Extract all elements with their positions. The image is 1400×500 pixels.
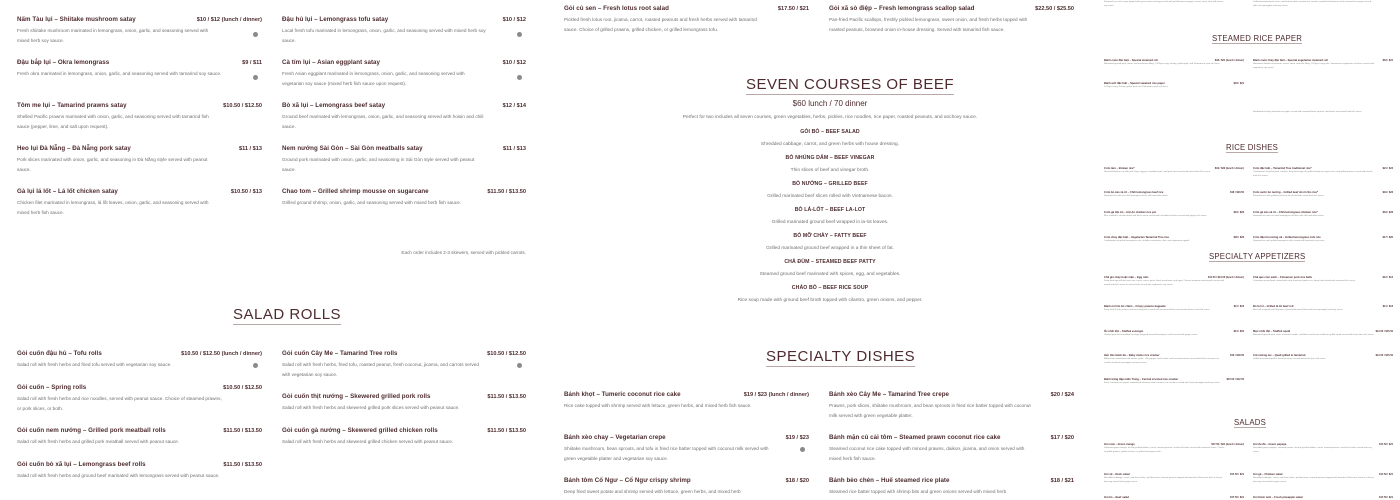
- item-description: Grilled ground shrimp, onion, garlic, and seasoning served with mixed herb fish sauce.: [282, 200, 461, 205]
- thumb-item-name: Cơm bò xào xả ớt – Chili lemongrass beef rice: [1104, 191, 1164, 194]
- thumb-item-price: $17 / $20: [1382, 236, 1393, 239]
- item-name: Cà tím lụi – Asian eggplant satay: [282, 59, 381, 66]
- thumb-item: [1253, 0, 1393, 8]
- item-name: Bánh bèo chén – Huế steamed rice plate: [829, 477, 950, 484]
- item-price: $11.50 / $13.50: [487, 189, 526, 195]
- thumb-item-price: $17.50 / $21: [1379, 443, 1393, 446]
- menu-item: [829, 5, 1074, 34]
- thumb-item-desc: Steamed rice with stir fried lemongrass chicken with chili and white onion.: [1253, 215, 1325, 218]
- item-name: Gỏi cuốn nem nướng – Grilled pork meatball rolls: [17, 427, 166, 434]
- menu-item: [282, 145, 526, 188]
- thumb-item-price: $17.50 / $21: [1379, 496, 1393, 499]
- course-title: BÒ NHÚNG DẤM – BEEF VINEGAR: [785, 155, 875, 161]
- menu-item: [282, 393, 526, 427]
- thumb-item: [1104, 443, 1244, 454]
- seven-courses-intro: Perfect for two includes all seven courses, green vegetables, herbs, pickles, rice noodles, rice paper, roasted peanuts, and anchovy sauce.: [682, 115, 978, 120]
- item-description: Pan-fried Pacific scallops, freshly pickled lemongrass, sweet onion, and fresh herbs topped with roasted peanuts, browned onion in-house dressing. Served with tamarind fish sauce.: [829, 17, 1028, 32]
- thumb-item-price: $16 / $18.50: [1230, 354, 1244, 357]
- menu-item: [17, 188, 262, 231]
- thumb-item: [1253, 354, 1393, 362]
- item-description: Steamed rice batter topped with shrimp bits and green onions served with mixed herb: [829, 489, 1007, 494]
- thumb-item-price: $12.50 / $15.50: [1375, 354, 1393, 357]
- thumb-item-price: $17.50 / $21: [1230, 473, 1244, 476]
- thumb-item-desc: Fresh steamed rice paper sandwiched between white sesame rice crackers served with fresh pineapple anchovy sauce.: [1104, 382, 1220, 385]
- thumb-title-salads: SALADS: [1234, 418, 1266, 427]
- course-description: Steamed ground beef marinated with spices, egg, and vegetables.: [759, 272, 901, 277]
- thumb-item-price: $12.50 / $15.50: [1375, 330, 1393, 333]
- thumb-item-price: $19 / $23 (lunch / dinner): [1214, 167, 1244, 170]
- course-description: Grilled marinated beef slices rolled with Vietnamese bacon.: [767, 194, 893, 199]
- thumb-item-desc: Cổ Ngư crispy shrimp, grilled pork and Vietnamese pork roll slices.: [1104, 86, 1169, 89]
- item-price: $10 / $12: [502, 60, 526, 66]
- vegetarian-icon: [253, 363, 258, 368]
- item-price: $11.50 / $13.50: [487, 394, 526, 400]
- vegetarian-icon: [517, 363, 522, 368]
- item-name: Chao tom – Grilled shrimp mousse on sugarcane: [282, 188, 429, 195]
- thumb-item-price: $20 / $23: [1233, 236, 1244, 239]
- item-name: Gỏi cuốn – Spring rolls: [17, 384, 87, 391]
- item-price: $20 / $24: [1050, 392, 1074, 398]
- salad-rolls-left-column: [17, 350, 262, 500]
- thumb-item-price: $19 / $23: [1382, 191, 1393, 194]
- item-name: Gà lụi lá lốt – Lá lốt chicken satay: [17, 188, 118, 195]
- item-name: Gỏi cuốn bò xã lụi – Lemongrass beef rolls: [17, 461, 146, 468]
- course-title: CHẢ ĐÙM – STEAMED BEEF PATTY: [784, 259, 876, 265]
- thumb-item-price: $17.50 / $21: [1379, 473, 1393, 476]
- thumb-item: [1104, 236, 1244, 244]
- item-description: Fresh Asian eggplant marinated in lemongrass, onion, garlic, and seasoning served with vegetarian soy sauce (mixed herb fish sauce upon request).: [282, 71, 465, 86]
- specialty-left-column: [564, 391, 809, 500]
- item-name: Đậu hủ lụi – Lemongrass tofu satay: [282, 16, 389, 23]
- thumb-title-specialty-appetizers: SPECIALTY APPETIZERS: [1209, 252, 1306, 261]
- course-title: CHÁO BÒ – BEEF RICE SOUP: [791, 285, 869, 291]
- thumb-item-desc: Shredded cabbage, carrot, and fresh herbs, pickled onion, roasted peanuts topped with boneless Rotisserie duck in house dressing served with ginger sauce.: [1104, 477, 1223, 483]
- item-name: Tôm me lụi – Tamarind prawns satay: [17, 102, 127, 109]
- thumb-item-price: $18 / $21: [1382, 59, 1393, 62]
- thumb-item: [1253, 443, 1393, 454]
- thumb-item-name: Cơm gà Hội An – Hội An chicken rice pot: [1104, 211, 1157, 214]
- item-description: Fresh okra marinated in lemongrass, onion, garlic, and seasoning served with tamarind soy sauce.: [17, 71, 222, 76]
- section-title-seven-courses: SEVEN COURSES OF BEEF: [746, 76, 955, 93]
- thumb-item-desc: Grilled marinated quail in tamarind sauce served with fresh lime chili sauce.: [1253, 358, 1326, 361]
- menu-item: [282, 59, 526, 102]
- thumb-item-desc: Baby clams marinated with onions, garlic, chili pepper, fresh herbs, and roasted peanuts served with black sesame rice cracker and fresh pineapple anchovy sauce.: [1104, 358, 1220, 364]
- item-name: Gỏi cuốn thịt nướng – Skewered grilled pork rolls: [282, 393, 431, 400]
- item-description: Salad roll with fresh herbs and skewered grilled chicken served with peanut sauce.: [282, 439, 454, 444]
- section-title-salad-rolls: SALAD ROLLS: [233, 306, 342, 323]
- item-name: Bò xã lụi – Lemongrass beef satay: [282, 102, 386, 109]
- item-name: Gỏi cuốn gà nướng – Skewered grilled chicken rolls: [282, 427, 438, 434]
- course-title: BÒ MỠ CHÀY – FATTY BEEF: [793, 233, 867, 239]
- menu-item: [17, 350, 262, 384]
- satay-left-column: [17, 16, 262, 231]
- seven-courses-price: $60 lunch / 70 dinner: [792, 99, 868, 108]
- salad-scallop: [829, 5, 1074, 34]
- thumb-item-name: Gỏi đu đủ – Green papaya: [1253, 443, 1287, 446]
- item-name: Nấm Tàu lụi – Shiitake mushroom satay: [17, 16, 136, 23]
- course-description: Rice soup made with ground beef broth topped with cilantro, green onions, and pepper.: [737, 298, 923, 303]
- item-description: Fresh shiitake mushroom marinated in lemongrass, onion, garlic, and seasoning served with mixed herb soy sauce.: [17, 28, 209, 43]
- thumb-item-desc: Grilled marinated pork slices and broken white sesame rice cracker sandwiched between fresh steamed rice paper served with fresh pineapple anchovy sauce.: [1253, 1, 1372, 7]
- item-description: Salad roll with fresh herbs and grilled pork meatball served with peanut sauce.: [17, 439, 180, 444]
- vegetarian-icon: [800, 447, 805, 452]
- thumb-item: [1104, 354, 1244, 365]
- thumb-item-desc: Julienned green mango, freshly pickled daikon, carrot, roasted peanuts, and fresh herbs served with tamarind sauce. Choice of grilled prawns, grilled chicken, or grilled lemongrass tofu.: [1104, 447, 1225, 453]
- item-name: Bánh xèo chay – Vegetarian crepe: [564, 434, 666, 441]
- item-description: Prawns, pork slices, shiitake mushroom, and bean sprouts in fried rice batter topped with coconut milk served with green vegetable platter.: [829, 403, 1031, 418]
- item-price: $10.50 / $12.50: [487, 351, 526, 357]
- thumb-item-price: $19 / $23: [1382, 211, 1393, 214]
- thumb-item: [1104, 59, 1244, 67]
- course-description: Shredded cabbage, carrot, and green herbs with house dressing.: [760, 142, 900, 147]
- menu-item: [282, 188, 526, 231]
- thumb-item-price: $19 / $23: [1233, 211, 1244, 214]
- item-price: $22.50 / $25.50: [1035, 6, 1074, 12]
- item-price: $10.50 / $13: [230, 189, 262, 195]
- thumb-item-name: Cơm chay đặc biệt – Vegetarian Tamarind Tree rice: [1104, 236, 1170, 239]
- thumb-item-desc: Steamed rice with grilled lemongrass tofu served with tamarind soy sauce.: [1253, 240, 1325, 243]
- thumb-item-price: $21 / $24: [1382, 167, 1393, 170]
- vegetarian-icon: [253, 32, 258, 37]
- menu-item: [17, 145, 262, 188]
- menu-item: [829, 477, 1074, 500]
- item-price: $18 / $21: [1050, 478, 1074, 484]
- thumb-item: [1104, 0, 1244, 8]
- item-description: Chicken filet marinated in lemongrass, lá lốt leaves, onion, garlic, and seasoning served with mixed herb fish sauce.: [17, 200, 209, 215]
- item-price: $10.50 / $12.50: [223, 385, 262, 391]
- course-title: GỎI BÒ – BEEF SALAD: [800, 129, 860, 135]
- item-description: Pork slices marinated with onion, garlic, and seasoning in Đà Nẵng style served with peanut sauce.: [17, 157, 208, 172]
- specialty-right-column: [829, 391, 1074, 500]
- thumb-note: Handmade freshly steamed rice paper served with steamed bean sprouts, fried basil, and mixed herb fish sauce.: [1253, 111, 1362, 113]
- item-name: Bánh xèo Cây Me – Tamarind Tree crepe: [829, 391, 950, 398]
- item-description: Rice cake topped with shrimp served with lettuce, green herbs, and mixed herb fish sauce.: [564, 403, 752, 408]
- item-price: $11.50 / $13.50: [223, 462, 262, 468]
- course-title: BÒ NƯỚNG – GRILLED BEEF: [792, 181, 868, 187]
- thumb-item-price: $17.50 / $21 (lunch / dinner): [1211, 443, 1244, 446]
- thumb-item-name: Mực nhồi thịt – Stuffed squid: [1253, 330, 1291, 333]
- thumb-item-name: Gỏi gà – Chicken salad: [1253, 473, 1283, 476]
- thumb-item: [1253, 496, 1393, 499]
- course-description: Grilled marinated ground beef wrapped in a thin sheet of fat.: [766, 246, 894, 251]
- thumb-item: [1253, 276, 1393, 284]
- item-price: $12 / $14: [502, 103, 526, 109]
- thumb-item-price: $14 / $16: [1233, 330, 1244, 333]
- thumb-item: [1104, 211, 1244, 219]
- item-price: $11.50 / $13.50: [223, 428, 262, 434]
- vegetarian-icon: [517, 32, 522, 37]
- thumb-item-desc: Shredded green papaya, steamed prawns, freshly pickled daikon, carrot, roasted peanuts, and fresh herbs served with soy sauce.: [1253, 447, 1372, 453]
- thumb-item-name: Bánh tráng đập miền Trung – Central crushed rice cracker: [1104, 378, 1179, 381]
- item-price: $17.50 / $21: [777, 6, 809, 12]
- item-name: Gỏi cuốn Cây Me – Tamarind Tree rolls: [282, 350, 398, 357]
- item-name: Gỏi củ sen – Fresh lotus root salad: [564, 5, 669, 12]
- salad-lotus-root: [564, 5, 809, 34]
- thumb-item-name: Cút nướng me – Quail grilled in tamarind: [1253, 354, 1306, 357]
- thumb-item-name: Gỏi bò – Beef salad: [1104, 496, 1129, 499]
- item-price: $10.50 / $12.50: [223, 103, 262, 109]
- thumb-item-desc: Combination of grilled lemongrass tofu, shiitake mushroom, okra, and vegetarian eggroll.: [1104, 240, 1190, 243]
- item-price: $9 / $11: [242, 60, 262, 66]
- thumb-item-name: Gỏi thơm tươi – Fresh pineapple salad: [1253, 496, 1303, 499]
- thumb-item-desc: Deep fried Pacific prawns and fresh baguette coated with seasoned butter served with lettuce and chili sauce.: [1104, 309, 1211, 312]
- thumb-item-price: $12 / $14: [1382, 276, 1393, 279]
- thumb-item: [1104, 191, 1244, 199]
- thumb-item: [1104, 82, 1244, 90]
- menu-item: [829, 434, 1074, 477]
- thumb-item: [1104, 305, 1244, 313]
- item-price: $10.50 / $12.50 (lunch / dinner): [181, 351, 262, 357]
- salad-rolls-right-column: [282, 350, 526, 461]
- thumb-item-desc: Steamed rice cake crepe topped with green onion and egg served with pickled green papaya, carrot, and a slice with house soy sauce.: [1104, 1, 1224, 7]
- item-description: Salad roll with fresh herbs and ground beef marinated with lemongrass served with peanut sauce.: [17, 473, 220, 478]
- satay-right-column: [282, 16, 526, 231]
- thumb-item-desc: Marinated ground pork, onion, and mushroom filling, Cổ Ngư crispy shrimp, grilled pork, and Vietnamese pork roll slices.: [1104, 63, 1221, 66]
- item-description: Steamed coconut rice cake topped with minced prawns, daikon, jicama, and onion served with mixed herb fish sauce.: [829, 446, 1025, 461]
- item-name: Đậu bắp lụi – Okra lemongrass: [17, 59, 110, 66]
- item-description: Salad roll with fresh herbs and fried tofu served with vegetarian soy sauce.: [17, 362, 172, 367]
- thumb-item-name: Cơm tấm – Broken rice*: [1104, 167, 1135, 170]
- item-name: Nem nướng Sài Gòn – Sài Gòn meatballs satay: [282, 145, 423, 152]
- menu-item: [17, 427, 262, 461]
- menu-item: [564, 5, 809, 34]
- thumb-item-name: Hến Xúc bánh đa – Baby clams rice cracker: [1104, 354, 1160, 357]
- thumb-item: [1253, 236, 1393, 244]
- thumb-item-name: Bò lá lốt – Grilled lá lốt beef roll: [1253, 305, 1294, 308]
- thumb-item: [1104, 473, 1244, 484]
- menu-item: [282, 427, 526, 461]
- thumb-item-desc: Deep fried egg roll with taro root, carrot, onion, garlic, black mushroom, and eggs. Choose between minced pork served with mixed herb fish sauce or minced tofu served with vegetarian soy sauce.: [1104, 280, 1225, 286]
- thumb-item-desc: Marinated shiitake mushroom, carrot, onion, and tofu filling, Cổ Ngư crispy tofu, Vietnamese vegetarian roll slices served with vegetarian soy sauce.: [1253, 63, 1375, 69]
- item-price: $11 / $13: [238, 146, 262, 152]
- thumb-item-name: Cơm gà xào xả ớt – Chili lemongrass chicken rice*: [1253, 211, 1318, 214]
- thumb-item-price: $18 / $20.50: [1230, 191, 1244, 194]
- item-description: Pickled fresh lotus root, jicama, carrot, roasted peanuts and fresh herbs served with tamarind sauce. Choice of grilled prawns, grilled chicken, or grilled lemongrass tofu.: [564, 17, 757, 32]
- item-price: $11 / $13: [502, 146, 526, 152]
- item-price: $19 / $23 (lunch / dinner): [743, 392, 809, 398]
- menu-item: [17, 59, 262, 102]
- thumb-item-price: $11 / $13: [1233, 305, 1244, 308]
- menu-item: [564, 391, 809, 434]
- thumb-item: [1253, 167, 1393, 178]
- thumb-item-name: Bánh ướt đặc biệt – Special steamed rice paper: [1104, 82, 1165, 85]
- thumb-item-desc: Combination of grilled pork, chicken, deep fried egg roll, grilled shrimp on sugar cane, and grilled prawns served with mixed herb fish sauce.: [1253, 171, 1373, 177]
- course-description: Grilled marinated ground beef wrapped in la-lot leaves.: [771, 220, 889, 225]
- menu-item: [829, 391, 1074, 434]
- satay-note: Each order includes 2-3 skewers, served with pickled carrots.: [401, 250, 526, 255]
- item-description: Salad roll with fresh herbs, fried tofu, roasted peanut, fresh coconut, jicama, and carrots served with vegetarian soy sauce.: [282, 362, 479, 377]
- menu-thumbnail-column: [1095, 0, 1400, 500]
- thumb-item-price: $10.50 / $12.50: [1226, 378, 1244, 381]
- thumb-item-desc: Marinated ground pork, clear vermicelli noodle, and black mushroom stuffed in grilled squid served with fresh lime chili sauce.: [1253, 334, 1375, 337]
- item-description: Ground pork marinated with onion, garlic, and seasoning in Sài Gòn style served with peanut sauce.: [282, 157, 475, 172]
- item-price: $17 / $20: [1050, 435, 1074, 441]
- thumb-item-name: Gỏi xoài – Green mango: [1104, 443, 1135, 446]
- menu-item: [564, 434, 809, 477]
- item-name: Heo lụi Đà Nẵng – Đà Nẵng pork satay: [17, 145, 131, 152]
- item-description: Deep fried sweet potato and shrimp served with lettuce, green herbs, and mixed herb: [564, 489, 741, 494]
- thumb-title-steamed-rice-paper: STEAMED RICE PAPER: [1212, 34, 1303, 43]
- thumb-item-desc: Beef roll wrapped in lá lốt leaves served with mixed herb and fresh pineapple anchovy sauce.: [1253, 309, 1344, 312]
- thumb-item: [1253, 59, 1393, 70]
- menu-item: [282, 16, 526, 59]
- thumb-item-desc: Steamed rice with stir fried lemongrass beef, chili and white onion.: [1104, 195, 1169, 198]
- item-description: Ground beef marinated with lemongrass, onion, garlic, and seasoning served with hoisin and chili sauce.: [282, 114, 484, 129]
- thumb-item-desc: Rice cooked in chicken broth and fresh sauce served with shredded chicken served with ginger fish sauce.: [1104, 215, 1207, 218]
- thumb-item: [1104, 276, 1244, 287]
- item-name: Bánh khọt – Tumeric coconut rice cake: [564, 391, 681, 398]
- thumb-item-desc: Ground pork and shredded escargot wrapped around lemongrass stalk served with ginger sauce.: [1104, 334, 1198, 337]
- item-description: Local fresh tofu marinated in lemongrass, onion, garlic, and seasoning served with mixed herb soy sauce.: [282, 28, 486, 43]
- item-description: Salad roll with fresh herbs and skewered grilled pork slices served with peanut sauce.: [282, 405, 460, 410]
- thumb-item: [1253, 473, 1393, 484]
- menu-item: [564, 477, 809, 500]
- menu-item: [17, 384, 262, 427]
- item-name: Bánh tôm Cổ Ngư – Cổ Ngư crispy shrimp: [564, 477, 691, 484]
- thumb-item: [1253, 330, 1393, 338]
- item-price: $11.50 / $13.50: [487, 428, 526, 434]
- thumb-item-name: Chả giò chay hoặc mặn – Egg rolls: [1104, 276, 1149, 279]
- thumb-item: [1104, 330, 1244, 338]
- seven-courses-block: [560, 99, 1100, 308]
- item-description: Shelled Pacific prawns marinated with onion, garlic, and seasoning served with tamarind fish sauce (pepper, lime, and salt upon request).: [17, 114, 209, 129]
- item-name: Bánh mặn củ cải tôm – Steamed prawn coconut rice cake: [829, 434, 1001, 441]
- menu-item: [282, 102, 526, 145]
- course-title: BÒ LÁ-LỐT – BEEF LA-LOT: [794, 207, 866, 213]
- item-price: $10 / $12 (lunch / dinner): [196, 17, 262, 23]
- menu-item: [17, 16, 262, 59]
- thumb-item-price: $17.50 / $21: [1230, 496, 1244, 499]
- thumb-item-name: Gỏi vịt – Duck salad: [1104, 473, 1130, 476]
- thumb-item-price: $18 / $21: [1233, 82, 1244, 85]
- menu-item: [17, 102, 262, 145]
- course-description: Thin slices of beef and vinegar broth.: [790, 168, 870, 173]
- thumb-item-name: Cơm sườn bò nướng – Grilled beef short ribs rice*: [1253, 191, 1319, 194]
- thumb-item-name: Cơm đặc biệt – Tamarind Tree traditional rice*: [1253, 167, 1312, 170]
- thumb-item-price: $11 / $13: [1382, 305, 1393, 308]
- item-price: $10 / $12: [502, 17, 526, 23]
- thumb-item: [1104, 496, 1244, 499]
- menu-item: [17, 461, 262, 500]
- thumb-item-name: Bánh cuốn chay đặc biệt – Special vegetarian steamed roll: [1253, 59, 1328, 62]
- thumb-item-name: Cơm đậu hủ nướng xả – Grilled lemongrass tofu rice: [1253, 236, 1321, 239]
- thumb-item-desc: Cinnamon ground pork coated with early harvested green rice, deep fried served with tamarind fish sauce.: [1253, 280, 1356, 283]
- thumb-item-desc: Shredded cabbage, carrot, and fresh herbs, pickled onion, roasted peanuts topped with boneless Rotisserie chicken in house dressing served with ginger sauce.: [1253, 477, 1374, 483]
- section-title-specialty-dishes: SPECIALTY DISHES: [766, 348, 916, 365]
- thumb-item: [1104, 378, 1244, 386]
- thumb-item-name: Bánh cuốn đặc biệt – Special steamed roll: [1104, 59, 1158, 62]
- thumb-item: [1104, 167, 1244, 175]
- thumb-item-name: Chả quế cốm xanh – Cinnamon pork rice balls: [1253, 276, 1312, 279]
- thumb-item-price: $18 / $21 (lunch / dinner): [1214, 59, 1244, 62]
- thumb-item-name: Ốc nhồi thịt – Stuffed escargot: [1104, 330, 1144, 333]
- thumb-title-rice-dishes: RICE DISHES: [1226, 143, 1279, 152]
- item-price: $19 / $23: [785, 435, 809, 441]
- item-description: Salad roll with fresh herbs and rice noodles, served with peanut sauce. Choice of steamed prawns, or pork slices, or both.: [17, 396, 222, 411]
- thumb-item-price: $11.50 / $13.50 (lunch / dinner): [1208, 276, 1244, 279]
- menu-item: [282, 350, 526, 393]
- thumb-item-name: Bánh mì tôm bơ chiên – Crispy prawns baguette: [1104, 305, 1166, 308]
- thumb-item: [1253, 211, 1393, 219]
- thumb-item-desc: Steamed broken rice with pork chop, egg pie, shredded pork, and pork rind served with mixed herb fish sauce.: [1104, 171, 1211, 174]
- vegetarian-icon: [253, 75, 258, 80]
- thumb-item: [1253, 191, 1393, 199]
- thumb-item: [1253, 305, 1393, 313]
- item-description: Shiitake mushroom, bean sprouts, and tofu in fried rice batter topped with coconut milk served with green vegetable platter and vegetarian soy sauce.: [564, 446, 769, 461]
- item-name: Gỏi xã sò điệp – Fresh lemongrass scallop salad: [829, 5, 975, 12]
- item-name: Gỏi cuốn đậu hủ – Tofu rolls: [17, 350, 102, 357]
- item-price: $18 / $20: [785, 478, 809, 484]
- thumb-item-desc: Steamed rice with grilled beef short rib served with mixed herb fish sauce.: [1253, 195, 1325, 198]
- vegetarian-icon: [517, 75, 522, 80]
